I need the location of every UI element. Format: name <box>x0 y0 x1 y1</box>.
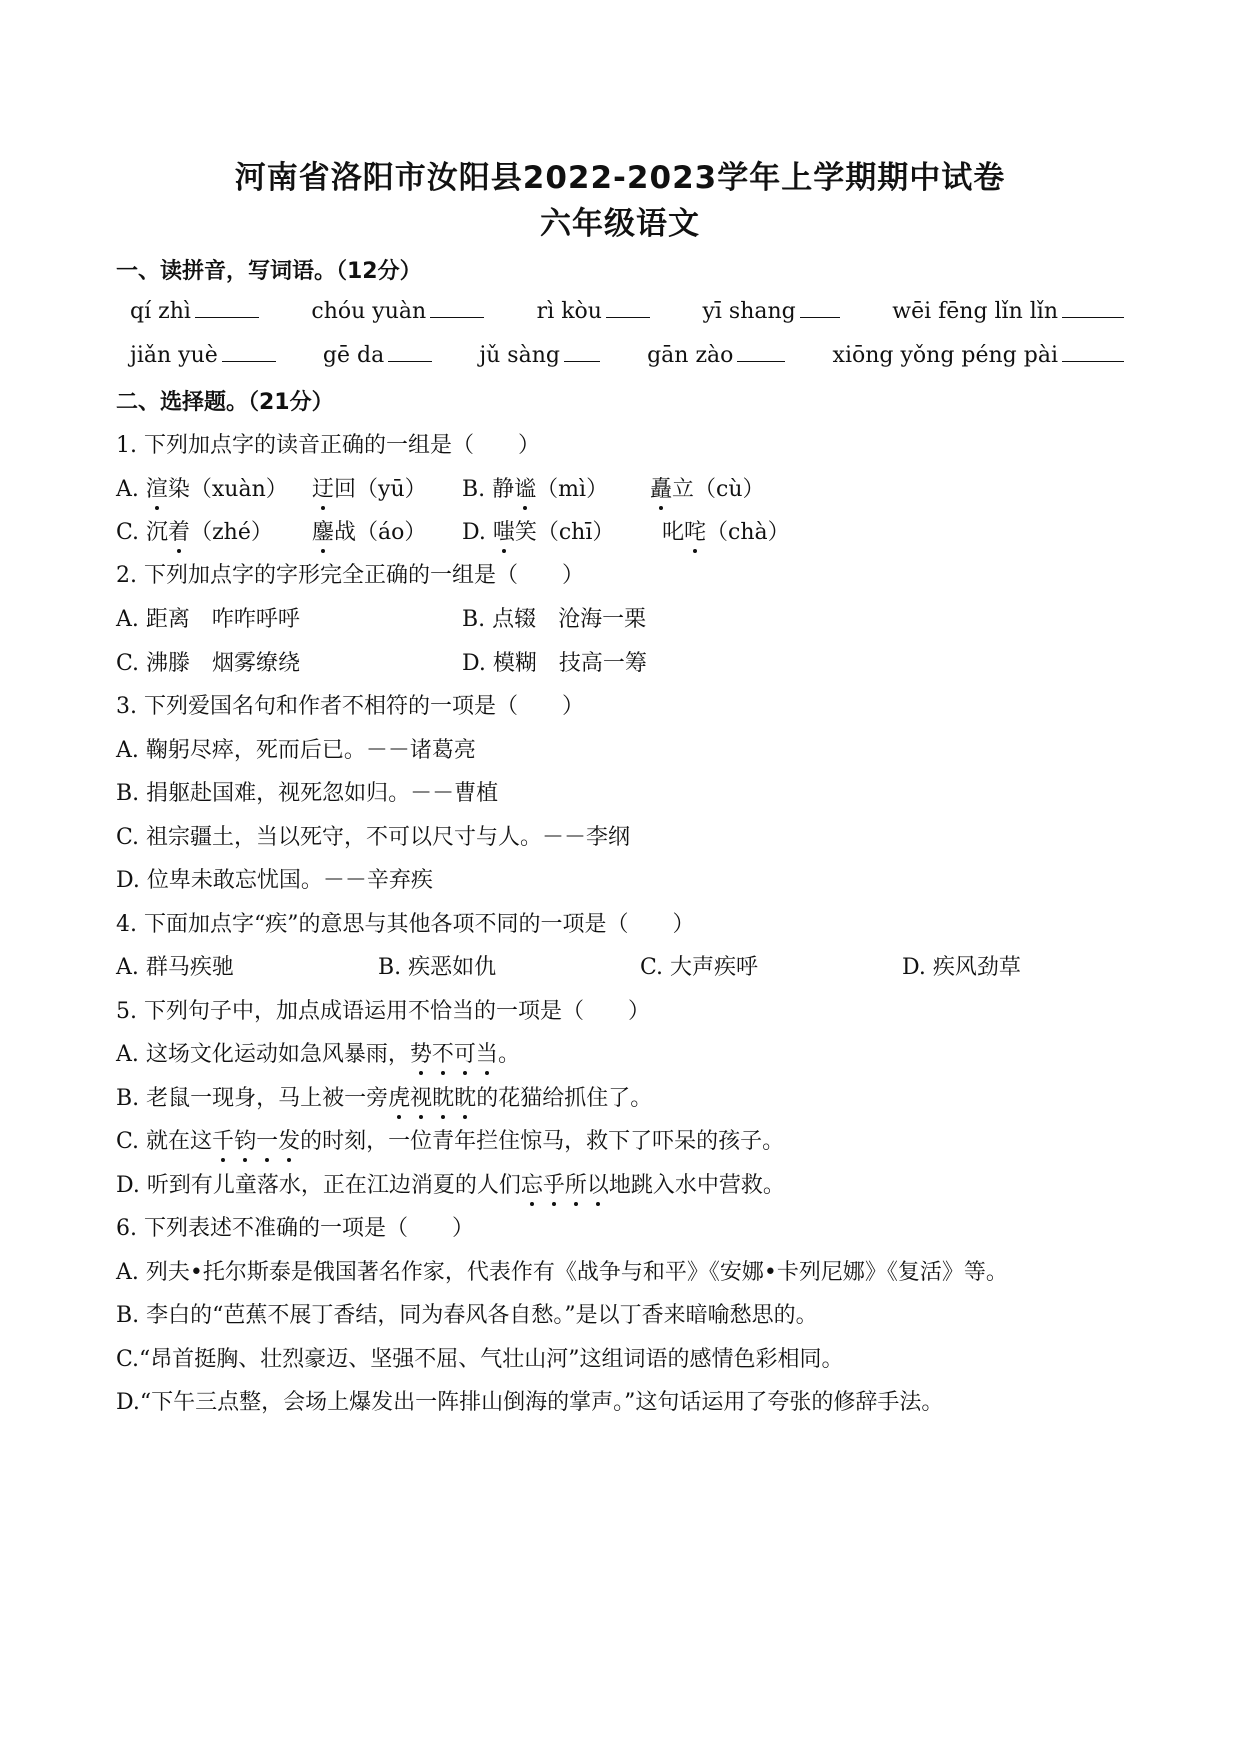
option-text: 。 <box>497 1042 520 1067</box>
q3-option-c: C. 祖宗疆土，当以死守，不可以尺寸与人。－－李纲 <box>116 825 631 850</box>
q1-option-b <box>462 472 608 503</box>
option-text: 战（áo） <box>334 520 427 545</box>
dotted-char: 势 <box>410 1037 432 1068</box>
q6-option-b: B. 李白的“芭蕉不展丁香结，同为春风各自愁。”是以丁香来暗喻愁思的。 <box>116 1303 818 1328</box>
answer-blank[interactable] <box>737 341 785 362</box>
dotted-idiom <box>521 1173 609 1198</box>
q1-option-d-part2 <box>662 515 790 546</box>
dotted-char: 着 <box>168 515 190 546</box>
option-text: A. <box>116 477 146 502</box>
dotted-char: 谧 <box>514 472 536 503</box>
option-text: 的花猫给抓住了。 <box>476 1086 653 1111</box>
q5-option-c <box>116 1124 784 1155</box>
q2-option-a: A. 距离 咋咋呼呼 <box>116 607 300 632</box>
pinyin-text: gān zào <box>647 343 734 368</box>
dotted-char: 不 <box>432 1037 454 1068</box>
dotted-char: 迂 <box>312 472 334 503</box>
q5-option-d <box>116 1168 785 1199</box>
dotted-char: 一 <box>256 1124 278 1155</box>
option-text: 的时刻，一位青年拦住惊马，救下了吓呆的孩子。 <box>300 1129 785 1154</box>
pinyin-item <box>647 341 787 368</box>
dotted-char: 钧 <box>234 1124 256 1155</box>
option-text: （zhé） <box>190 520 273 545</box>
pinyin-row-1 <box>130 297 1126 324</box>
option-text: D. 听到有儿童落水，正在江边消夏的人们 <box>116 1173 521 1198</box>
dotted-char: 眈 <box>454 1081 476 1112</box>
q3-option-d: D. 位卑未敢忘忧国。－－辛弃疾 <box>116 868 433 893</box>
pinyin-text: wēi fēng lǐn lǐn <box>892 299 1058 324</box>
q2-option-c: C. 沸滕 烟雾缭绕 <box>116 651 301 676</box>
pinyin-text: rì kòu <box>536 299 602 324</box>
q5-option-a <box>116 1037 520 1068</box>
q1-option-a-part2 <box>312 472 427 503</box>
q6-option-c: C.“昂首挺胸、壮烈豪迈、坚强不屈、气壮山河”这组词语的感情色彩相同。 <box>116 1347 844 1372</box>
answer-blank[interactable] <box>1062 297 1124 318</box>
pinyin-item <box>130 297 261 324</box>
q1-option-a <box>116 472 288 503</box>
dotted-char: 眈 <box>432 1081 454 1112</box>
option-text: 地跳入水中营救。 <box>608 1173 785 1198</box>
dotted-char: 乎 <box>543 1168 565 1199</box>
dotted-char: 咤 <box>684 515 706 546</box>
exam-title: 河南省洛阳市汝阳县2022-2023学年上学期期中试卷 <box>234 160 1006 196</box>
option-text: B. 静 <box>462 477 515 502</box>
question-3-stem: 3. 下列爱国名句和作者不相符的一项是（ ） <box>116 694 584 719</box>
pinyin-text: yī shang <box>702 299 796 324</box>
q2-option-d: D. 模糊 技高一筹 <box>462 651 647 676</box>
dotted-char: 所 <box>565 1168 587 1199</box>
dotted-char: 嗤 <box>493 515 515 546</box>
option-text: 叱 <box>662 520 685 545</box>
option-text: C. 就在这 <box>116 1129 213 1154</box>
pinyin-item <box>833 341 1126 368</box>
q4-option-c: C. 大声疾呼 <box>640 955 759 980</box>
dotted-char: 可 <box>454 1037 476 1068</box>
answer-blank[interactable] <box>430 297 484 318</box>
pinyin-item <box>323 341 434 368</box>
dotted-char: 矗 <box>650 472 672 503</box>
question-5-stem: 5. 下列句子中，加点成语运用不恰当的一项是（ ） <box>116 999 650 1024</box>
q1-option-c-part2 <box>312 515 426 546</box>
q1-option-b-part2 <box>650 472 765 503</box>
dotted-char: 发 <box>278 1124 300 1155</box>
pinyin-text: xiōng yǒng péng pài <box>832 343 1058 368</box>
q4-option-d: D. 疾风劲草 <box>902 955 1021 980</box>
question-4-stem: 4. 下面加点字“疾”的意思与其他各项不同的一项是（ ） <box>116 912 695 937</box>
q6-option-a: A. 列夫•托尔斯泰是俄国著名作家，代表作有《战争与和平》《安娜•卡列尼娜》《复活》等。 <box>116 1260 1008 1285</box>
q2-option-b: B. 点辍 沧海一栗 <box>462 607 647 632</box>
dotted-idiom <box>388 1086 476 1111</box>
pinyin-text: gē da <box>322 343 385 368</box>
q4-option-b: B. 疾恶如仇 <box>378 955 497 980</box>
pinyin-item <box>311 297 486 324</box>
section1-heading: 一、读拼音，写词语。（12分） <box>116 259 422 284</box>
section2-heading: 二、选择题。（21分） <box>116 390 334 415</box>
pinyin-item <box>892 297 1126 324</box>
question-2-stem: 2. 下列加点字的字形完全正确的一组是（ ） <box>116 563 584 588</box>
option-text: A. 这场文化运动如急风暴雨， <box>116 1042 410 1067</box>
dotted-char: 当 <box>476 1037 498 1068</box>
dotted-char: 以 <box>587 1168 609 1199</box>
option-text: 染（xuàn） <box>167 477 288 502</box>
option-text: 笑（chī） <box>514 520 615 545</box>
option-text: C. 沉 <box>116 520 169 545</box>
pinyin-item <box>702 297 841 324</box>
option-text: B. 老鼠一现身，马上被一旁 <box>116 1086 389 1111</box>
option-text: D. <box>462 520 493 545</box>
exam-subtitle: 六年级语文 <box>540 206 700 242</box>
pinyin-item <box>130 341 278 368</box>
question-1-stem: 1. 下列加点字的读音正确的一组是（ ） <box>116 433 540 458</box>
q4-option-a: A. 群马疾驰 <box>116 955 234 980</box>
dotted-char: 渲 <box>146 472 168 503</box>
dotted-char: 虎 <box>388 1081 410 1112</box>
pinyin-text: jǔ sàng <box>479 343 560 368</box>
dotted-idiom <box>410 1042 498 1067</box>
option-text: 回（yū） <box>334 477 427 502</box>
q1-option-c <box>116 515 273 546</box>
q1-option-d <box>462 515 614 546</box>
pinyin-text: chóu yuàn <box>311 299 427 324</box>
answer-blank[interactable] <box>388 341 432 362</box>
option-text: （chà） <box>706 520 790 545</box>
pinyin-text: qí zhì <box>130 299 191 324</box>
q6-option-d: D.“下午三点整，会场上爆发出一阵排山倒海的掌声。”这句话运用了夸张的修辞手法。 <box>116 1390 944 1415</box>
answer-blank[interactable] <box>800 297 840 318</box>
question-6-stem: 6. 下列表述不准确的一项是（ ） <box>116 1216 474 1241</box>
answer-blank[interactable] <box>195 297 259 318</box>
pinyin-row-2 <box>130 341 1126 368</box>
q5-option-b <box>116 1081 652 1112</box>
dotted-char: 鏖 <box>312 515 334 546</box>
answer-blank[interactable] <box>222 341 276 362</box>
answer-blank[interactable] <box>1062 341 1124 362</box>
option-text: （mì） <box>536 477 609 502</box>
dotted-char: 千 <box>212 1124 234 1155</box>
pinyin-item <box>479 341 602 368</box>
dotted-char: 忘 <box>521 1168 543 1199</box>
dotted-char: 视 <box>410 1081 432 1112</box>
answer-blank[interactable] <box>564 341 600 362</box>
dotted-idiom <box>212 1129 300 1154</box>
pinyin-text: jiǎn yuè <box>130 343 218 368</box>
pinyin-item <box>537 297 652 324</box>
q3-option-b: B. 捐躯赴国难，视死忽如归。－－曹植 <box>116 781 499 806</box>
answer-blank[interactable] <box>606 297 650 318</box>
option-text: 立（cù） <box>672 477 765 502</box>
q3-option-a: A. 鞠躬尽瘁，死而后已。－－诸葛亮 <box>116 738 476 763</box>
